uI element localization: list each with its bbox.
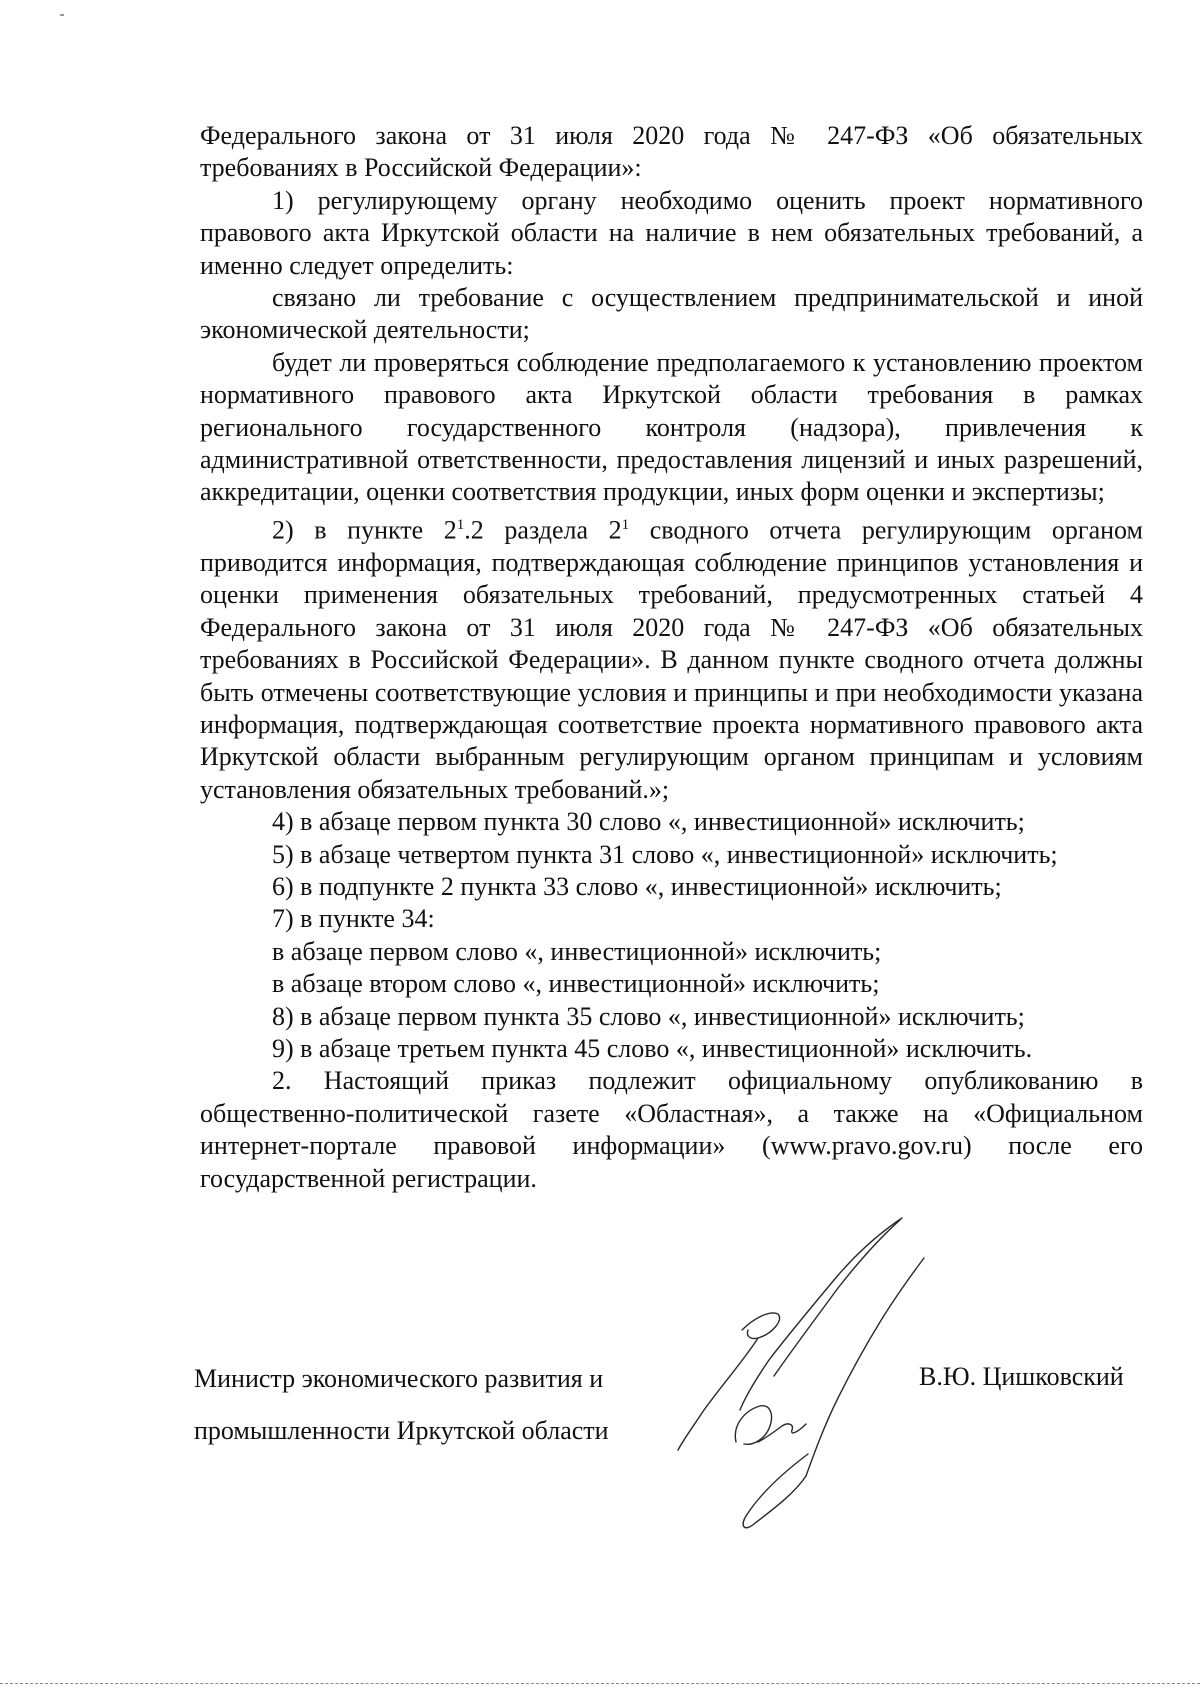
paragraph: 2. Настоящий приказ подлежит официальному опубликованию в общественно-политической газете «Областная», а также на «Официальном интернет-портале правовой информации» (www.pravo.gov.ru) после его государственной регистрации. xyxy=(200,1066,1143,1193)
signatory-position-line: промышленности Иркутской области xyxy=(194,1416,609,1445)
paragraph-fragment: 2) в пункте 2 xyxy=(272,515,457,545)
handwritten-signature xyxy=(674,1210,934,1540)
superscript: 1 xyxy=(456,516,465,533)
paragraph-fragment: сводного отчета регулирующим органом приводится информация, подтверждающая соблюдение принципов установления и оценки применения обязательных требований, предусмотренных статьей 4 Федерального закона от 31 июля 2020 года № 247-ФЗ «Об обязательных требованиях в Российской Федерации». В данном пункте сводного отчета должны быть отмечены соответствующие условия и принципы и при необходимости указана информация, подтверждающая соответствие проекта нормативного правового акта Иркутской области выбранным регулирующим органом принципам и условиям установления обязательных требований.»; xyxy=(200,515,1144,804)
paragraph: в абзаце втором слово «, инвестиционной» исключить; xyxy=(272,969,880,999)
signatory-name: В.Ю. Цишковский xyxy=(919,1362,1124,1391)
paragraph: в абзаце первом слово «, инвестиционной» исключить; xyxy=(272,936,882,966)
paragraph xyxy=(200,509,1143,806)
paragraph: 5) в абзаце четвертом пункта 31 слово «, инвестиционной» исключить; xyxy=(272,839,1058,869)
paragraph-fragment: .2 раздела 2 xyxy=(464,515,622,545)
signature-block xyxy=(194,1340,1154,1560)
paragraph: 4) в абзаце первом пункта 30 слово «, инвестиционной» исключить; xyxy=(272,807,1025,837)
signatory-position xyxy=(194,1340,609,1470)
paragraph: 7) в пункте 34: xyxy=(272,904,435,934)
paragraph: 9) в абзаце третьем пункта 45 слово «, инвестиционной» исключить. xyxy=(272,1034,1033,1064)
paragraph: 6) в подпункте 2 пункта 33 слово «, инвестиционной» исключить; xyxy=(272,872,1002,901)
superscript: 1 xyxy=(621,516,630,533)
paragraph: 1) регулирующему органу необходимо оценить проект нормативного правового акта Иркутской области на наличие в нем обязательных требований, а именно следует определить: xyxy=(200,185,1143,280)
page-bottom-edge xyxy=(0,1683,1200,1685)
paragraph: 8) в абзаце первом пункта 35 слово «, инвестиционной» исключить; xyxy=(272,1001,1025,1031)
signatory-position-line: Министр экономического развития и xyxy=(194,1364,604,1393)
paragraph: Федерального закона от 31 июля 2020 года № 247-ФЗ «Об обязательных требованиях в Российской Федерации»: xyxy=(200,121,1143,183)
document-body xyxy=(200,120,1143,1195)
scan-artifact xyxy=(60,14,64,16)
paragraph: связано ли требование с осуществлением предпринимательской и иной экономической деятельности; xyxy=(200,283,1143,345)
paragraph: будет ли проверяться соблюдение предполагаемого к установлению проектом нормативного правового акта Иркутской области требования в рамках регионального государственного контроля (надзора), привлечения к административной ответственности, предоставления лицензий и иных разрешений, аккредитации, оценки соответствия продукции, иных форм оценки и экспертизы; xyxy=(200,347,1143,507)
